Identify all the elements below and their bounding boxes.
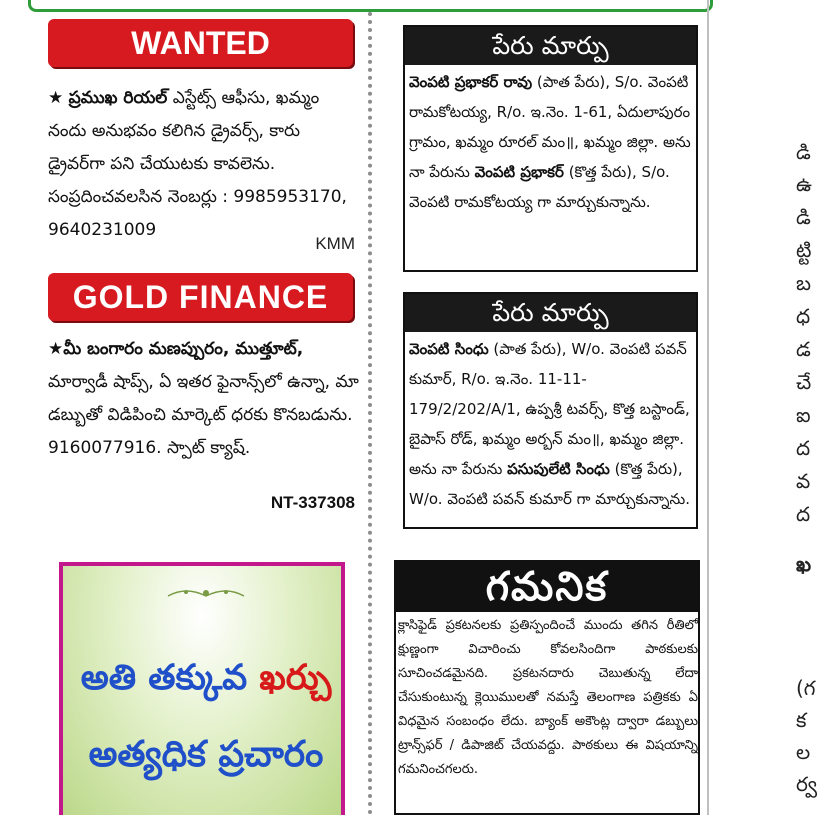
- promo-line-2: అత్యధిక ప్రచారం: [88, 734, 324, 775]
- notice-header: గమనిక: [396, 562, 698, 612]
- wanted-body: ఎస్టేట్స్ ఆఫీసు, ఖమ్మం నందు అనుభవం కలిగిన డ్రైవర్స్, కారు డ్రైవర్‌గా పని చేయుటకు కావలెను. సంప్రదించవలసిన నెంబర్లు : 9985953170, 9640231009: [48, 88, 347, 240]
- gold-finance-ad-code: NT-337308: [270, 493, 355, 512]
- star-icon: ★: [48, 339, 64, 359]
- wanted-ad-text: [48, 82, 360, 247]
- name-change-header: పేరు మార్పు: [405, 294, 696, 332]
- gold-finance-body: మార్వాడీ షాప్స్, ఏ ఇతర ఫైనాన్స్‌లో ఉన్నా, మా డబ్బుతో విడిపించి మార్కెట్ ధరకు కొనబడును. 9160077916. స్పాట్ క్యాష్.: [48, 372, 359, 458]
- disclaimer-notice: [394, 560, 700, 815]
- wanted-lead: ప్రముఖ రియల్: [68, 88, 168, 108]
- promo-line-1: అతి తక్కువ ఖర్చు: [80, 658, 332, 698]
- gold-finance-lead: మీ బంగారం మణప్పురం, ముత్తూట్,: [63, 339, 304, 359]
- name-change-notice-2: [403, 292, 698, 529]
- name-change-body: వెంపటి ప్రభాకర్ రావు (పాత పేరు), S/o. వెంపటి రామకోటయ్య, R/o. ఇ.నెం. 1-61, ఏదులాపురం గ్రామం, ఖమ్మం రూరల్ మం॥, ఖమ్మం జిల్లా. అను నా పేరును వెంపటి ప్రభాకర్ (కొత్త పేరు), S/o. వెంపటి రామకోటయ్య గా మార్చుకున్నాను.: [409, 73, 691, 211]
- name-change-notice-1: [403, 25, 698, 272]
- gold-finance-header: GOLD FINANCE: [48, 273, 353, 321]
- name-change-header: పేరు మార్పు: [405, 27, 696, 65]
- star-icon: ★: [48, 88, 64, 108]
- wanted-ad-code: KMM: [315, 234, 355, 253]
- promo-banner: [59, 562, 345, 815]
- floral-ornament-icon: [166, 584, 246, 604]
- notice-body: క్లాసిఫైడ్ ప్రకటనలకు ప్రతిస్పందించే ముందు తగిన రీతిలో క్షుణ్ణంగా విచారించు కోవలసిందిగా పాఠకులకు సూచించడమైనది. ప్రకటనదారు చెబుతున్న లేదా చేసుకుంటున్న క్లెయిములతో నమస్తే తెలంగాణ పత్రికకు ఏ విధమైన సంబంధం లేదు. బ్యాంక్ అకౌంట్ల ద్వారా డబ్బులు ట్రాన్స్‌ఫర్ / డిపాజిట్ చేయవద్దు. పాఠకులు ఈ విషయాన్ని గమనించగలరు.: [398, 618, 698, 777]
- gold-finance-ad-text: [48, 333, 360, 465]
- wanted-header: WANTED: [48, 19, 353, 67]
- name-change-body: వెంపటి సింధు (పాత పేరు), W/o. వెంపటి పవన్ కుమార్, R/o. ఇ.నెం. 11-11-179/2/202/A/1, ఉప్పశ్రీ టవర్స్, కొత్త బస్టాండ్, బైపాస్ రోడ్, ఖమ్మం అర్బన్ మం॥, ఖమ్మం జిల్లా. అను నా పేరును పసుపులేటి సింధు (కొత్త పేరు), W/o. వెంపటి పవన్ కుమార్ గా మార్చుకున్నాను.: [409, 340, 690, 508]
- adjacent-column-fragment: డి ఉ డి ట్టి బ ధ డ చే ఐ ద వ ద ఖ (గ క ల ర్వ: [796, 140, 817, 796]
- column-rule: [707, 0, 709, 815]
- top-green-frame: [28, 0, 713, 12]
- column-divider: [368, 12, 372, 815]
